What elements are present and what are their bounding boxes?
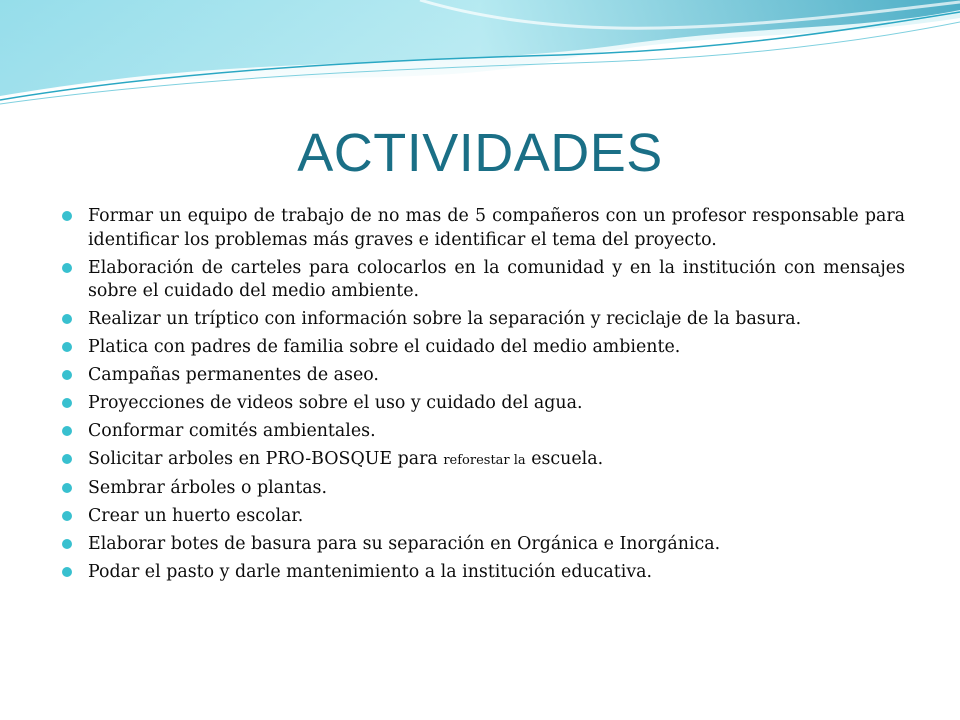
bullet-icon: [62, 370, 72, 380]
bullet-icon: [62, 539, 72, 549]
list-item: Elaborar botes de basura para su separación en Orgánica e Inorgánica.: [88, 533, 905, 557]
list-item: Podar el pasto y darle mantenimiento a la institución educativa.: [88, 561, 905, 585]
bullet-icon: [62, 342, 72, 352]
list-item: Platica con padres de familia sobre el cuidado del medio ambiente.: [88, 336, 905, 360]
list-item: Solicitar arboles en PRO-BOSQUE para reforestar la escuela.: [88, 448, 905, 473]
slide-title: ACTIVIDADES: [297, 123, 663, 183]
bullet-icon: [62, 263, 72, 273]
list-item: Sembrar árboles o plantas.: [88, 477, 905, 501]
decorative-wave-header: [0, 0, 960, 130]
list-item: Formar un equipo de trabajo de no mas de 5 compañeros con un profesor responsable para identificar los problemas más graves e identificar el tema del proyecto.: [88, 205, 905, 252]
bullet-icon: [62, 426, 72, 436]
bullet-icon: [62, 454, 72, 464]
list-item: Campañas permanentes de aseo.: [88, 364, 905, 388]
list-item: Crear un huerto escolar.: [88, 505, 905, 529]
bullet-icon: [62, 567, 72, 577]
bullet-icon: [62, 211, 72, 221]
bullet-icon: [62, 483, 72, 493]
list-item: Proyecciones de videos sobre el uso y cuidado del agua.: [88, 392, 905, 416]
list-item: Conformar comités ambientales.: [88, 420, 905, 444]
bullet-icon: [62, 314, 72, 324]
bullet-icon: [62, 398, 72, 408]
list-item: Realizar un tríptico con información sobre la separación y reciclaje de la basura.: [88, 308, 905, 332]
bullet-icon: [62, 511, 72, 521]
activities-list: [88, 205, 905, 589]
list-item: Elaboración de carteles para colocarlos en la comunidad y en la institución con mensajes sobre el cuidado del medio ambiente.: [88, 257, 905, 304]
